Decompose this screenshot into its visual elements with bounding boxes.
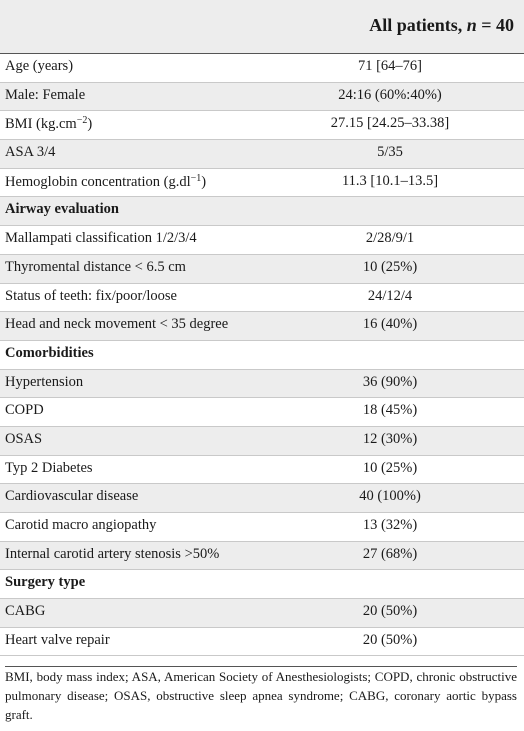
row-value: 27.15 [24.25–33.38] [330,115,450,132]
footnote-text: BMI, body mass index; ASA, American Society of Anesthesiologists; COPD, chronic obstructive pulmonary disease; OSAS, obstructive sleep apnea syndrome; CABG, coronary aortic bypass graft. [5,669,517,722]
table-row [0,312,524,341]
row-label-text: BMI (kg.cm [5,116,77,133]
table-row [0,83,524,112]
header-variable: n [466,15,477,35]
row-value: 24/12/4 [367,287,413,304]
row-value: 71 [64–76] [357,58,423,74]
row-label-superscript: −1 [190,172,202,184]
row-value: 27 (68%) [362,545,418,562]
table-header [0,0,524,54]
row-label: Cardiovascular disease [5,488,139,505]
section-header-row [0,197,524,226]
row-label: Age (years) [5,58,74,74]
row-value: 20 (50%) [362,631,418,648]
table-row [0,54,524,83]
table-row [0,255,524,284]
row-value: 11.3 [10.1–13.5] [341,172,439,189]
row-value: 5/35 [377,144,403,161]
row-label: CABG [5,603,46,620]
table-row [0,456,524,485]
row-value: 10 (25%) [362,459,418,476]
row-value: 20 (50%) [362,603,418,620]
row-label-superscript: −2 [76,115,88,127]
row-value: 36 (90%) [362,373,418,390]
row-label: Carotid macro angiopathy [5,517,157,533]
table-row [0,169,524,198]
table-row [0,226,524,255]
row-label: ASA 3/4 [5,144,56,161]
table-row [0,599,524,628]
row-label: Hypertension [5,373,84,390]
table-row [0,140,524,169]
row-label: Heart valve repair [5,631,110,648]
row-label [5,173,206,191]
table-row [0,484,524,513]
row-label: Male: Female [5,86,86,103]
table-row [0,628,524,657]
row-value: 2/28/9/1 [365,230,415,247]
row-label: COPD [5,402,44,419]
section-label: Comorbidities [5,344,94,361]
row-value: 18 (45%) [362,402,418,419]
row-label-text: Hemoglobin concentration (g.dl [5,173,191,190]
table-body [0,54,524,656]
row-label [5,115,92,133]
table-row [0,111,524,140]
table-row [0,513,524,542]
row-value: 13 (32%) [362,517,418,533]
row-value: 24:16 (60%:40%) [338,86,442,103]
row-label-text-end: ) [201,173,207,190]
table-footnote [5,666,517,724]
row-label: Mallampati classification 1/2/3/4 [5,230,197,247]
section-header-row [0,570,524,599]
section-label: Surgery type [5,574,86,591]
row-value: 40 (100%) [359,488,421,505]
row-label: OSAS [5,430,43,447]
row-label: Status of teeth: fix/poor/loose [5,287,177,304]
row-value: 10 (25%) [362,258,418,275]
row-label: Head and neck movement < 35 degree [5,316,229,333]
table-row [0,427,524,456]
section-header-row [0,341,524,370]
row-value: 12 (30%) [362,430,418,447]
table-row [0,398,524,427]
column-header-all-patients [369,15,514,36]
section-label: Airway evaluation [5,201,119,218]
table-row [0,284,524,313]
header-suffix: = 40 [476,15,514,35]
header-prefix: All patients, [369,15,467,35]
row-label-text-end: ) [87,116,93,133]
row-label: Typ 2 Diabetes [5,459,93,476]
row-label: Internal carotid artery stenosis >50% [5,545,220,562]
row-label: Thyromental distance < 6.5 cm [5,258,186,275]
row-value: 16 (40%) [362,316,418,333]
table-row [0,370,524,399]
table-row [0,542,524,571]
